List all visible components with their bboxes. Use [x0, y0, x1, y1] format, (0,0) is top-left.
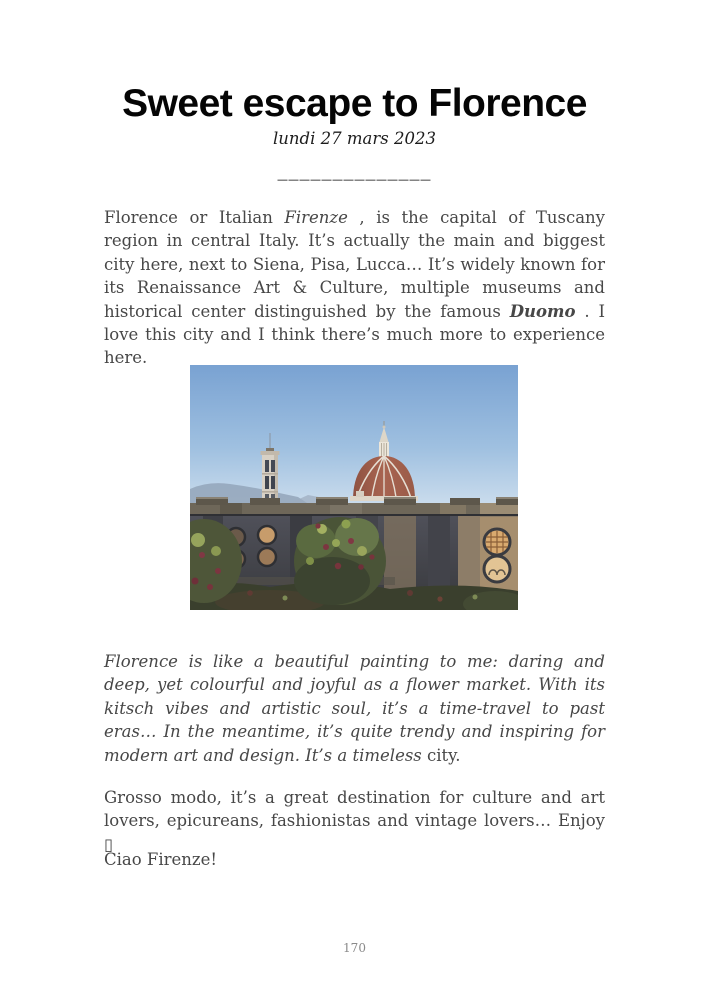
- paragraph-impression: Florence is like a beautiful painting to me: daring and deep, yet colourful and joyful as a flower market. With its kitsch vibes and artistic soul, it’s a time-travel to past eras… In the meantime, it’s quite trendy and inspiring for modern art and design. It’s a timeless city.: [104, 652, 605, 765]
- paragraph-intro: Florence or Italian Firenze , is the capital of Tuscany region in central Italy. It’s actually the main and biggest city here, next to Siena, Pisa, Lucca… It’s widely known for its Renaissance Art & Culture, multiple museums and historical center distinguished by the famous Duomo . I love this city and I think there’s much more to experience here.: [104, 208, 605, 368]
- florence-photo: [190, 365, 518, 610]
- section-divider: ______________: [277, 157, 432, 181]
- paragraph-signoff: Ciao Firenze!: [104, 850, 218, 869]
- paragraph-conclusion: Grosso modo, it’s a great destination for culture and art lovers, epicureans, fashionistas and vintage lovers… Enjoy ▯: [104, 788, 605, 854]
- page-title: Sweet escape to Florence: [122, 82, 587, 125]
- page-number: 170: [343, 941, 366, 955]
- post-date: lundi 27 mars 2023: [273, 129, 436, 148]
